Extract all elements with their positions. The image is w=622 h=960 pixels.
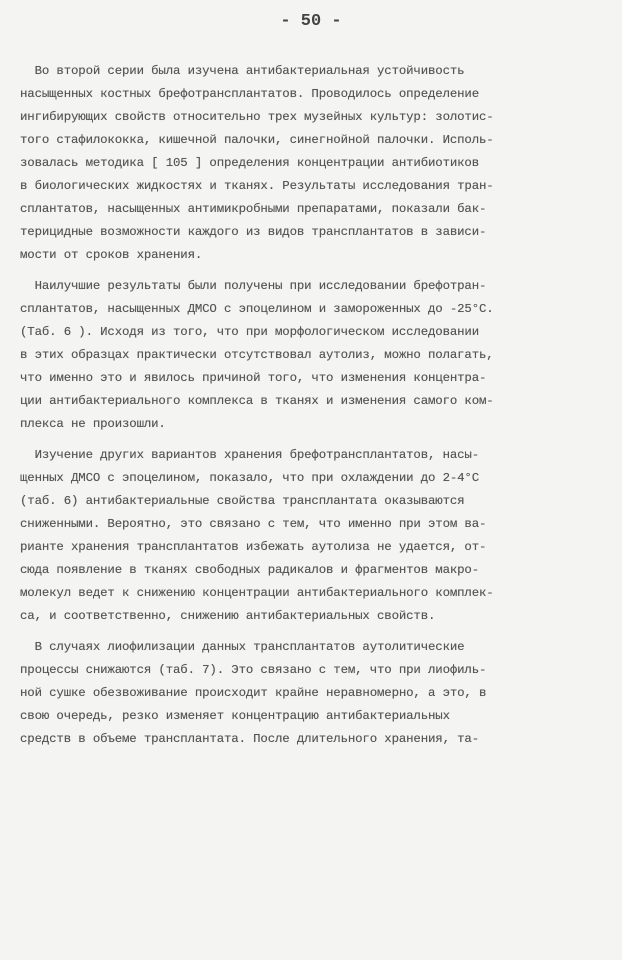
text-line: в биологических жидкостях и тканях. Результаты исследования тран- [20, 179, 494, 193]
text-line: (таб. 6) антибактериальные свойства трансплантата оказываются [20, 494, 465, 508]
text-line: сплантатов, насыщенных ДМСО с эпоцелином и замороженных до -25°С. [20, 302, 494, 316]
text-line: зовалась методика [ 105 ] определения концентрации антибиотиков [20, 156, 479, 170]
text-line: свою очередь, резко изменяет концентрацию антибактериальных [20, 709, 450, 723]
text-line: Изучение других вариантов хранения брефотрансплантатов, насы- [20, 448, 479, 462]
text-line: щенных ДМСО с эпоцелином, показало, что при охлаждении до 2-4°С [20, 471, 479, 485]
text-line: В случаях лиофилизации данных трансплантатов аутолитические [20, 640, 465, 654]
text-line: ингибирующих свойств относительно трех музейных культур: золотис- [20, 110, 494, 124]
page-number: - 50 - [280, 12, 342, 31]
paragraph [20, 60, 610, 267]
text-line: Во второй серии была изучена антибактериальная устойчивость [20, 64, 465, 78]
text-line: процессы снижаются (таб. 7). Это связано с тем, что при лиофиль- [20, 663, 487, 677]
text-line: сюда появление в тканях свободных радикалов и фрагментов макро- [20, 563, 479, 577]
paragraph [20, 636, 610, 751]
text-line: мости от сроков хранения. [20, 248, 203, 262]
text-line: молекул ведет к снижению концентрации антибактериального комплек- [20, 586, 494, 600]
paragraph [20, 444, 610, 628]
text-line: ной сушке обезвоживание происходит крайне неравномерно, а это, в [20, 686, 487, 700]
text-line: сплантатов, насыщенных антимикробными препаратами, показали бак- [20, 202, 487, 216]
text-line: плекса не произошли. [20, 417, 166, 431]
text-line: что именно это и явилось причиной того, что изменения концентра- [20, 371, 487, 385]
text-line: средств в объеме трансплантата. После длительного хранения, та- [20, 732, 479, 746]
text-line: в этих образцах практически отсутствовал аутолиз, можно полагать, [20, 348, 494, 362]
text-line: са, и соответственно, снижению антибактериальных свойств. [20, 609, 436, 623]
text-line: Наилучшие результаты были получены при исследовании брефотран- [20, 279, 487, 293]
text-line: терицидные возможности каждого из видов трансплантатов в зависи- [20, 225, 487, 239]
text-line: того стафилококка, кишечной палочки, синегнойной палочки. Исполь- [20, 133, 494, 147]
text-line: рианте хранения трансплантатов избежать аутолиза не удается, от- [20, 540, 487, 554]
text-line: (Таб. 6 ). Исходя из того, что при морфологическом исследовании [20, 325, 479, 339]
paragraph [20, 275, 610, 436]
document-body [20, 60, 610, 751]
text-line: сниженными. Вероятно, это связано с тем, что именно при этом ва- [20, 517, 487, 531]
text-line: ции антибактериального комплекса в тканях и изменения самого ком- [20, 394, 494, 408]
text-line: насыщенных костных брефотрансплантатов. Проводилось определение [20, 87, 479, 101]
